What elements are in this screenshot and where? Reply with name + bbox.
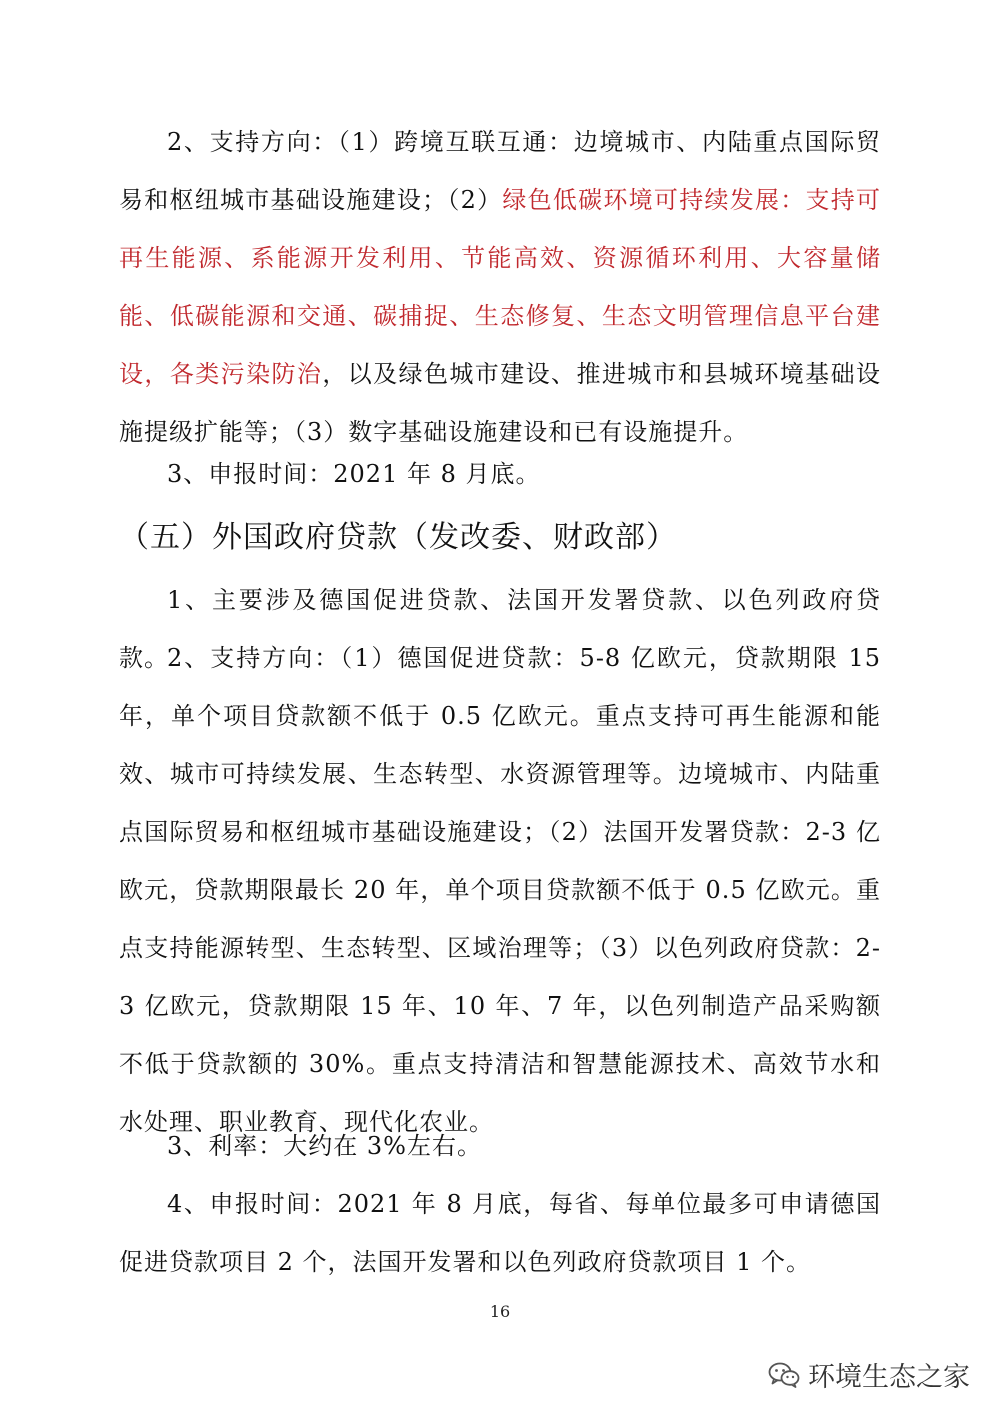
paragraph-interest-rate: 3、利率：大约在 3%左右。 xyxy=(167,1132,482,1160)
highlighted-text: 绿色低碳环境可持续发展：支持可再生能源、系能源开发利用、节能高效、资源循环利用、大容量储能、低碳能源和交通、碳捕捉、生态修复、生态文明管理信息平台建设，各类污染防治 xyxy=(119,186,881,388)
paragraph-loans-involved: 1、主要涉及德国促进贷款、法国开发署贷款、以色列政府贷款。 xyxy=(119,586,881,672)
watermark xyxy=(768,1355,970,1394)
paragraph-support-direction xyxy=(119,113,881,461)
watermark-text: 环境生态之家 xyxy=(808,1362,970,1393)
support-direction-text: 2、支持方向：（1）跨境互联互通：边境城市、内陆重点国际贸易和枢纽城市基础设施建设；（2） xyxy=(119,128,881,214)
support-direction-text-end: ，以及绿色城市建设、推进城市和县城环境基础设施提级扩能等；（3）数字基础设施建设和已有设施提升。 xyxy=(119,360,882,446)
paragraph-application-time: 3、申报时间：2021 年 8 月底。 xyxy=(167,460,541,488)
page-number: 16 xyxy=(489,1302,511,1321)
section-heading: （五）外国政府贷款（发改委、财政部） xyxy=(119,520,677,555)
paragraph-loan-support-direction: 2、支持方向：（1）德国促进贷款：5-8 亿欧元，贷款期限 15 年，单个项目贷款额不低于 0.5 亿欧元。重点支持可再生能源和能效、城市可持续发展、生态转型、水资源管理等。边境城市、内陆重点国际贸易和枢纽城市基础设施建设；（2）法国开发署贷款：2-3 亿欧元，贷款期限最长 20 年，单个项目贷款额不低于 0.5 亿欧元。重点支持能源转型、生态转型、区域治理等；（3）以色列政府贷款：2-3 亿欧元，贷款期限 15 年、10 年、7 年，以色列制造产品采购额不低于贷款额的 30%。重点支持清洁和智慧能源技术、高效节水和水处理、职业教育、现代化农业。 xyxy=(119,644,881,1136)
paragraph-loan-application-time: 4、申报时间：2021 年 8 月底，每省、每单位最多可申请德国促进贷款项目 2 个，法国开发署和以色列政府贷款项目 1 个。 xyxy=(119,1190,881,1276)
wechat-icon xyxy=(768,1361,800,1389)
